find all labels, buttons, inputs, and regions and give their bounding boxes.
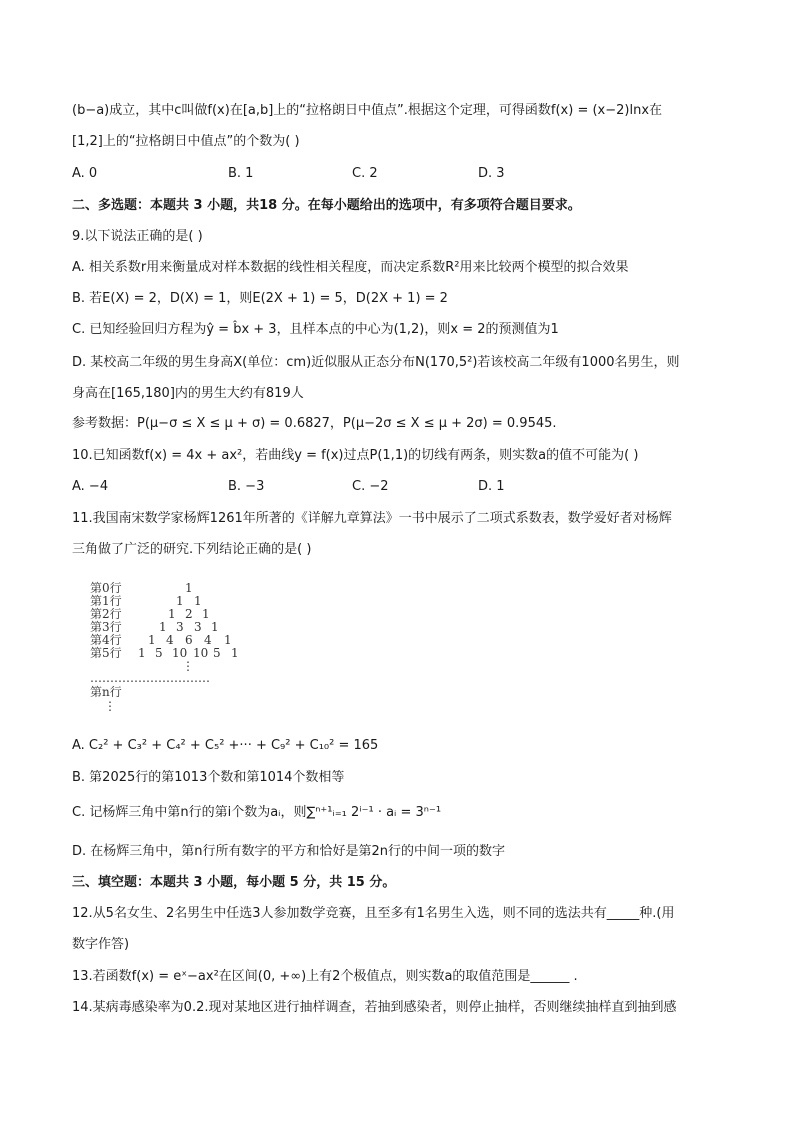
q9-option-d-line-2: 身高在[165,180]内的男生大约有819人 [72,386,304,401]
q8-option-a: A. 0 [72,166,98,181]
q11-option-b: B. 第2025行的第1013个数和第1014个数相等 [72,770,345,785]
triangle-entry: 5 [213,646,221,660]
triangle-entry: 1 [148,633,156,647]
triangle-entry: 1 [176,594,184,608]
question-11-line-2: 三角做了广泛的研究.下列结论正确的是( ) [72,542,312,557]
q9-option-a: A. 相关系数r用来衡量成对样本数据的线性相关程度，而决定系数R²用来比较两个模型的拟合效果 [72,260,629,275]
q10-option-c: C. −2 [352,479,389,494]
yanghui-triangle-figure [88,580,268,720]
row-label-1: 第1行 [90,594,122,608]
triangle-entry: 10 [193,646,209,660]
triangle-entry: 10 [172,646,188,660]
triangle-entry: 5 [155,646,163,660]
triangle-entry: 1 [138,646,146,660]
triangle-entry: 1 [231,646,239,660]
triangle-entry: 4 [204,633,212,647]
triangle-entry: 3 [194,620,202,634]
triangle-entry: 2 [185,607,193,621]
q11-option-c: C. 记杨辉三角中第n行的第i个数为aᵢ，则∑ⁿ⁺¹ᵢ₌₁ 2ⁱ⁻¹ · aᵢ = 3ⁿ⁻¹ [72,805,442,820]
question-9: 9.以下说法正确的是( ) [72,229,203,244]
question-12-line-1: 12.从5名女生、2名男生中任选3人参加数学竞赛，且至多有1名男生入选，则不同的选法共有_____种.(用 [72,906,675,921]
triangle-entry: 4 [166,633,174,647]
q9-option-c: C. 已知经验回归方程为ŷ = b̂x + 3，且样本点的中心为(1,2)，则x = 2的预测值为1 [72,322,559,337]
triangle-entry: 1 [224,633,232,647]
question-14: 14.某病毒感染率为0.2.现对某地区进行抽样调查，若抽到感染者，则停止抽样，否则继续抽样直到抽到感 [72,1000,677,1015]
triangle-vdots: ⋮ [182,659,194,673]
row-label-n: 第n行 [90,685,122,699]
question-13: 13.若函数f(x) = eˣ−ax²在区间(0, +∞)上有2个极值点，则实数a的取值范围是______ . [72,969,578,984]
row-label-5: 第5行 [90,646,122,660]
question-12-line-2: 数字作答) [72,937,130,952]
section-heading-fill-in: 三、填空题：本题共 3 小题，每小题 5 分，共 15 分。 [72,875,396,890]
triangle-entry: 1 [159,620,167,634]
triangle-entry: 1 [185,581,193,595]
triangle-entry: 1 [211,620,219,634]
triangle-dots-line: ………………………… [90,671,210,685]
triangle-entry: 3 [176,620,184,634]
q8-option-c: C. 2 [352,166,378,181]
section-heading-multiple-choice: 二、多选题：本题共 3 小题，共18 分。在每小题给出的选项中，有多项符合题目要求。 [72,198,581,213]
row-label-3: 第3行 [90,620,122,634]
triangle-entry: 1 [168,607,176,621]
row-label-4: 第4行 [90,633,122,647]
q9-option-b: B. 若E(X) = 2，D(X) = 1，则E(2X + 1) = 5，D(2X + 1) = 2 [72,291,448,306]
row-label-2: 第2行 [90,607,122,621]
q9-option-d-line-1: D. 某校高二年级的男生身高X(单位：cm)近似服从正态分布N(170,5²)若该校高二年级有1000名男生，则 [72,355,680,370]
q11-option-a: A. C₂² + C₃² + C₄² + C₅² +··· + C₉² + C₁₀² = 165 [72,738,379,753]
q9-reference-data: 参考数据：P(μ−σ ≤ X ≤ μ + σ) = 0.6827，P(μ−2σ ≤ X ≤ μ + 2σ) = 0.9545. [72,416,557,431]
q8-option-d: D. 3 [478,166,505,181]
question-10: 10.已知函数f(x) = 4x + ax²，若曲线y = f(x)过点P(1,1)的切线有两条，则实数a的值不可能为( ) [72,448,639,463]
triangle-entry: 1 [202,607,210,621]
text-line-1: (b−a)成立，其中c叫做f(x)在[a,b]上的“拉格朗日中值点”.根据这个定理，可得函数f(x) = (x−2)lnx在 [72,103,663,118]
row-label-0: 第0行 [90,581,122,595]
question-11-line-1: 11.我国南宋数学家杨辉1261年所著的《详解九章算法》一书中展示了二项式系数表，数学爱好者对杨辉 [72,511,672,526]
triangle-entry: 1 [194,594,202,608]
triangle-vdots-bottom: ⋮ [104,699,116,713]
q10-option-b: B. −3 [228,479,265,494]
text-line-2: [1,2]上的“拉格朗日中值点”的个数为( ) [72,134,300,149]
q10-option-a: A. −4 [72,479,109,494]
q8-option-b: B. 1 [228,166,254,181]
triangle-entry: 6 [185,633,193,647]
q10-option-d: D. 1 [478,479,505,494]
q11-option-d: D. 在杨辉三角中，第n行所有数字的平方和恰好是第2n行的中间一项的数字 [72,844,506,859]
